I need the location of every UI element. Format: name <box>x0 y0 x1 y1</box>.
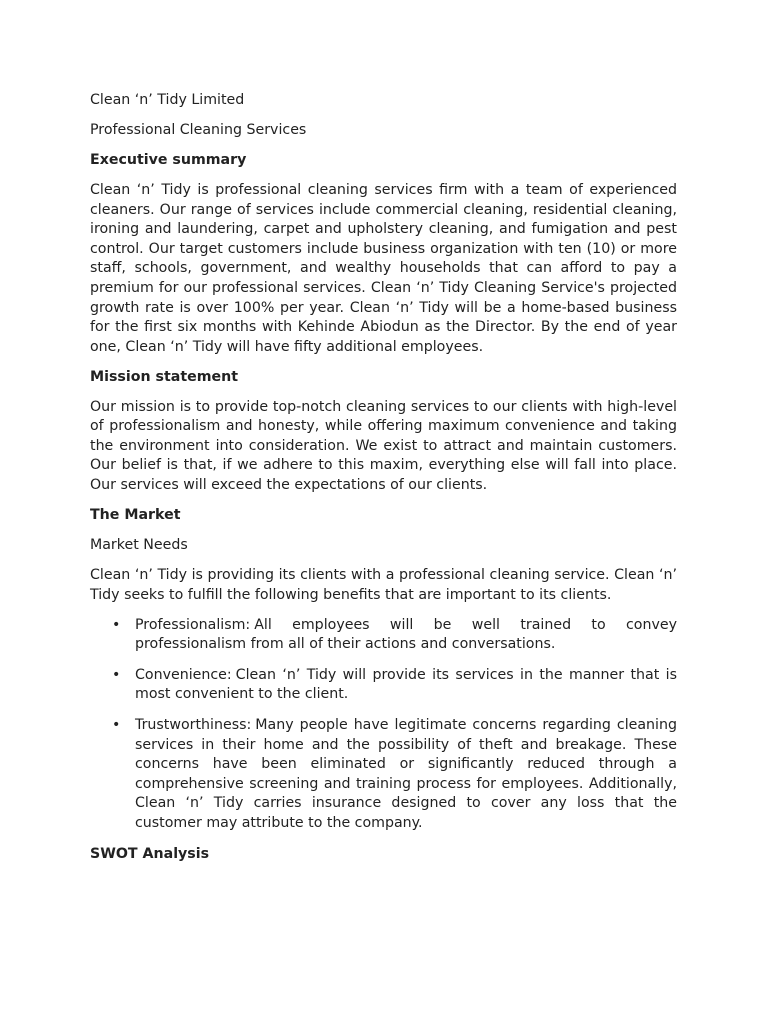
market-heading: The Market <box>90 507 181 524</box>
executive-summary-paragraph: Clean ‘n’ Tidy is professional cleaning services firm with a team of experienced cleaners. Our range of services include commercial cleaning, residential cleaning, ironing and laundering, carpet and upholstery cleaning, and fumigation and pest control. Our target customers include business organization with ten (10) or more staff, schools, government, and wealthy households that can afford to pay a premium for our professional services. Clean ‘n’ Tidy Cleaning Service's projected growth rate is over 100% per year. Clean ‘n’ Tidy will be a home-based business for the first six months with Kehinde Abiodun as the Director. By the end of year one, Clean ‘n’ Tidy will have fifty additional employees. <box>90 181 677 355</box>
company-name: Clean ‘n’ Tidy Limited <box>90 92 245 108</box>
list-item-professionalism <box>90 616 677 655</box>
mission-statement-paragraph: Our mission is to provide top-notch cleaning services to our clients with high-level of professionalism and honesty, while offering maximum convenience and taking the environment into consideration. We exist to attract and maintain customers. Our belief is that, if we adhere to this maxim, everything else will fall into place. Our services will exceed the expectations of our clients. <box>90 398 677 494</box>
bullet-icon: • <box>112 666 121 683</box>
list-item-trustworthiness <box>90 716 677 834</box>
bullet-text: All employees will be well trained to convey professionalism from all of their actions and conversations. <box>135 616 677 653</box>
market-needs-subheading: Market Needs <box>90 537 188 554</box>
executive-summary-heading: Executive summary <box>90 151 247 168</box>
bullet-label: Trustworthiness: <box>135 716 252 733</box>
bullet-icon: • <box>112 616 121 633</box>
market-needs-intro: Clean ‘n’ Tidy is providing its clients with a professional cleaning service. Clean ‘n’ Tidy seeks to fulfill the following benefits that are important to its clients. <box>90 567 677 603</box>
bullet-label: Convenience: <box>135 666 232 683</box>
swot-heading: SWOT Analysis <box>90 845 210 862</box>
bullet-label: Professionalism: <box>135 616 251 633</box>
bullet-icon: • <box>112 716 121 733</box>
bullet-text: Many people have legitimate concerns regarding cleaning services in their home and the possibility of theft and breakage. These concerns have been eliminated or significantly reduced through a comprehensive screening and training process for employees. Additionally, Clean ‘n’ Tidy carries insurance designed to cover any loss that the customer may attribute to the company. <box>135 716 677 831</box>
mission-statement-heading: Mission statement <box>90 368 239 385</box>
bullet-text: Clean ‘n’ Tidy will provide its services in the manner that is most convenient to the client. <box>135 666 677 703</box>
document-page <box>90 91 677 875</box>
list-item-convenience <box>90 666 677 705</box>
company-tagline: Professional Cleaning Services <box>90 121 307 138</box>
market-needs-list <box>90 616 677 834</box>
